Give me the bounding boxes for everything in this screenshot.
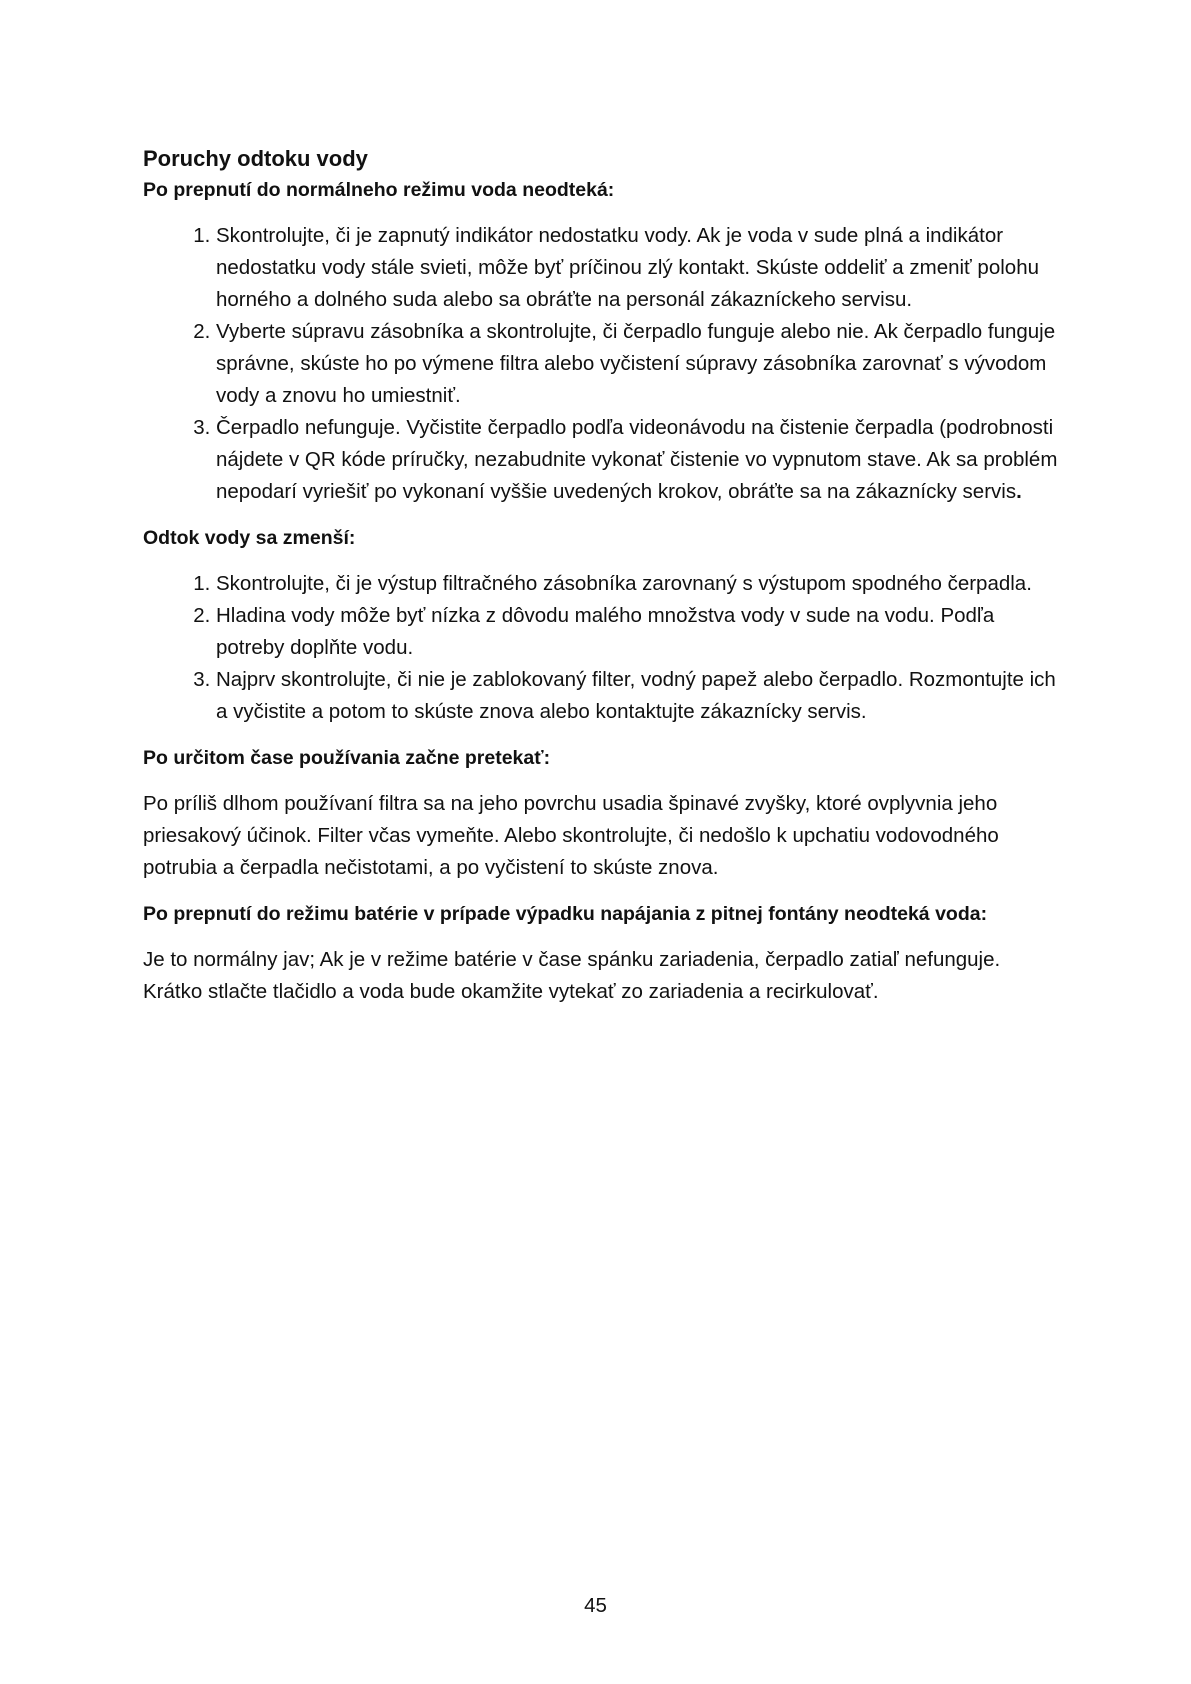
step-text: Hladina vody môže byť nízka z dôvodu malého množstva vody v sude na vodu. Podľa potreby doplňte vodu. (216, 604, 995, 659)
battery-mode-paragraph: Je to normálny jav; Ak je v režime batérie v čase spánku zariadenia, čerpadlo zatiaľ nefunguje. Krátko stlačte tlačidlo a voda bude okamžite vytekať zo zariadenia a recirkulovať. (143, 948, 1001, 1003)
overflow-paragraph: Po príliš dlhom používaní filtra sa na jeho povrchu usadia špinavé zvyšky, ktoré ovplyvnia jeho priesakový účinok. Filter včas vymeňte. Alebo skontrolujte, či nedošlo k upchatiu vodovodného potrubia a čerpadla nečistotami, a po vyčistení to skúste znova. (143, 792, 999, 879)
step-text: Vyberte súpravu zásobníka a skontrolujte, či čerpadlo funguje alebo nie. Ak čerpadlo funguje správne, skúste ho po výmene filtra alebo vyčistení súpravy zásobníka zarovnať s vývodom vody a znovu ho umiestniť. (216, 320, 1056, 407)
page-content (143, 144, 1063, 1008)
list-item (216, 600, 1063, 664)
battery-mode-heading: Po prepnutí do režimu batérie v prípade výpadku napájania z pitnej fontány neodteká voda: (143, 903, 988, 925)
normal-mode-steps (143, 220, 1063, 508)
list-item (216, 568, 1063, 600)
section-title: Poruchy odtoku vody (143, 146, 368, 171)
list-item (216, 316, 1063, 412)
step-text: Najprv skontrolujte, či nie je zablokovaný filter, vodný papež alebo čerpadlo. Rozmontujte ich a vyčistite a potom to skúste znova alebo kontaktujte zákaznícky servis. (216, 668, 1056, 723)
list-item (216, 664, 1063, 728)
step-text: Skontrolujte, či je zapnutý indikátor nedostatku vody. Ak je voda v sude plná a indikátor nedostatku vody stále svieti, môže byť príčinou zlý kontakt. Skúste oddeliť a zmeniť polohu horného a dolného suda alebo sa obráťte na personál zákazníckeho servisu. (216, 224, 1039, 311)
normal-mode-heading: Po prepnutí do normálneho režimu voda neodteká: (143, 179, 615, 201)
list-item (216, 220, 1063, 316)
reduced-flow-steps (143, 568, 1063, 728)
step-text: Skontrolujte, či je výstup filtračného zásobníka zarovnaný s výstupom spodného čerpadla. (216, 572, 1032, 595)
step-end-period: . (1016, 480, 1022, 503)
overflow-heading: Po určitom čase používania začne pretekať: (143, 747, 551, 769)
reduced-flow-heading: Odtok vody sa zmenší: (143, 527, 356, 549)
list-item (216, 412, 1063, 508)
page-number: 45 (584, 1594, 607, 1617)
step-text: Čerpadlo nefunguje. Vyčistite čerpadlo podľa videonávodu na čistenie čerpadla (podrobnosti nájdete v QR kóde príručky, nezabudnite vykonať čistenie vo vypnutom stave. Ak sa problém nepodarí vyriešiť po vykonaní vyššie uvedených krokov, obráťte sa na zákaznícky servis (216, 416, 1058, 503)
